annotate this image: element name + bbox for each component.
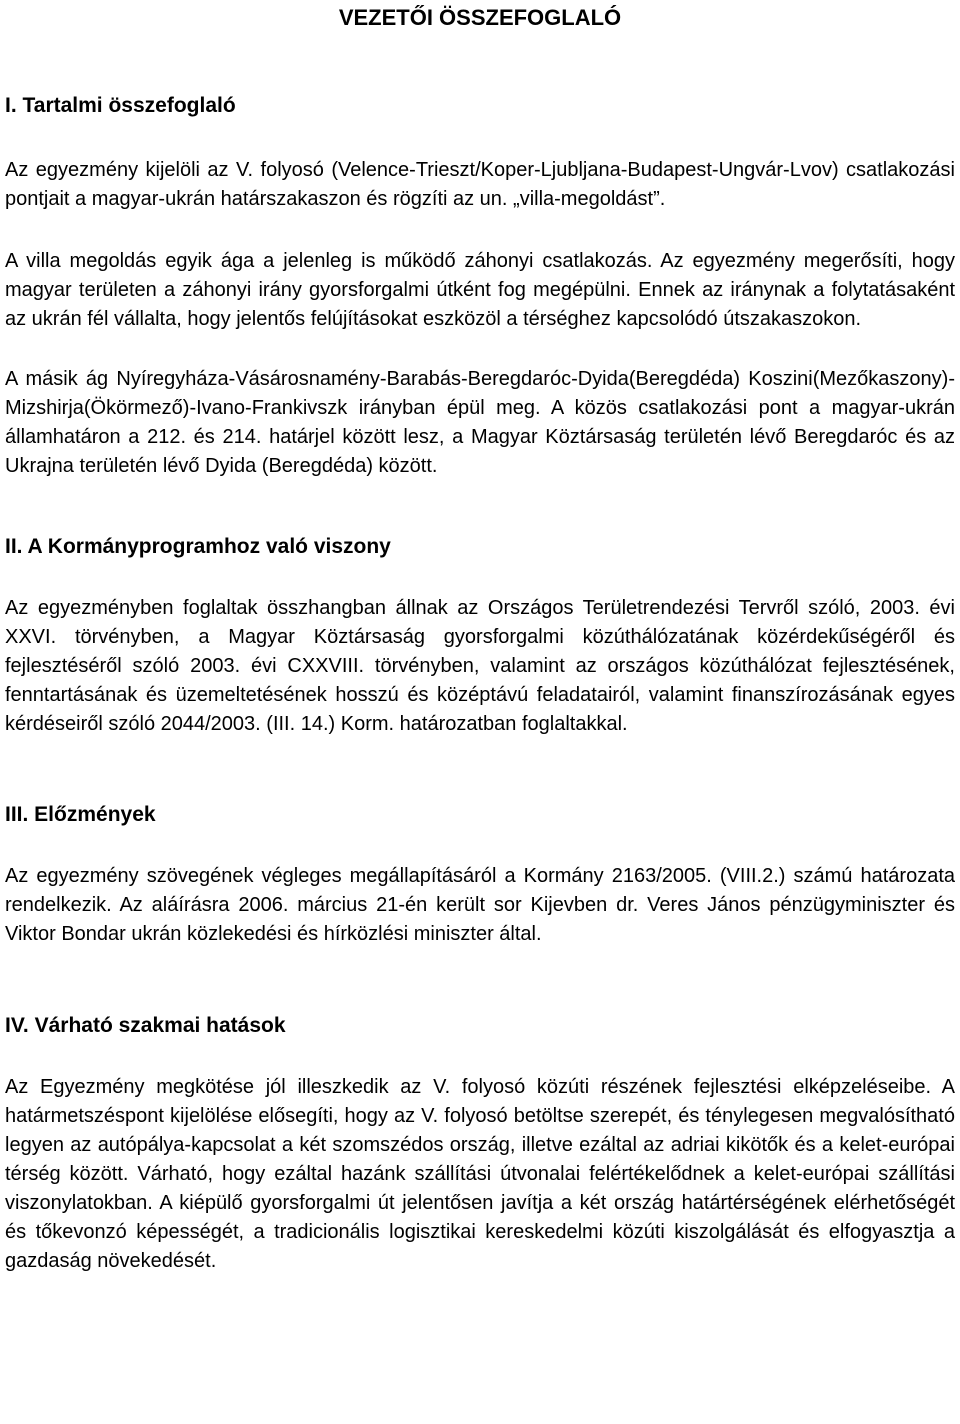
summary-paragraph-3: A másik ág Nyíregyháza-Vásárosnamény-Barabás-Beregdaróc-Dyida(Beregdéda) Koszini(Mezőkaszony)-Mizshirja(Ökörmező)-Ivano-Frankivszk irányban épül meg. A közös csatlakozási pont a magyar-ukrán államhatáron a 212. és 214. határjel között lesz, a Magyar Köztársaság területén lévő Beregdaróc és az Ukrajna területén lévő Dyida (Beregdéda) között. bbox=[5, 368, 955, 477]
summary-paragraph-2: A villa megoldás egyik ága a jelenleg is működő záhonyi csatlakozás. Az egyezmény megerősíti, hogy magyar területen a záhonyi irány gyorsforgalmi útként fog megépülni. Ennek az iránynak a folytatásaként az ukrán fél vállalta, hogy jelentős felújításokat eszközöl a térséghez kapcsolódó útszakaszokon. bbox=[5, 250, 955, 330]
government-program-paragraph: Az egyezményben foglaltak összhangban állnak az Országos Területrendezési Tervről szóló, 2003. évi XXVI. törvényben, a Magyar Köztársaság gyorsforgalmi közúthálózatának közérdekűségéről és fejlesztéséről szóló 2003. évi CXXVIII. törvényben, valamint az országos közúthálózat fejlesztésének, fenntartásának és üzemeltetésének hosszú és középtávú feladatairól, valamint finanszírozásának egyes kérdéseiről szóló 2044/2003. (III. 14.) Korm. határozatban foglaltakkal. bbox=[5, 597, 955, 735]
section-heading-summary: I. Tartalmi összefoglaló bbox=[5, 94, 236, 117]
expected-effects-paragraph: Az Egyezmény megkötése jól illeszkedik az V. folyosó közúti részének fejlesztési elképzeléseibe. A határmetszéspont kijelölése elősegíti, hogy az V. folyosó betöltse szerepét, és ténylegesen megvalósítható legyen az autópálya-kapcsolat a két szomszédos ország, illetve ezáltal az adriai kikötők és a kelet-európai térség között. Várható, hogy ezáltal hazánk szállítási útvonalai felértékelődnek a kelet-európai szállítási viszonylatokban. A kiépülő gyorsforgalmi út jelentősen javítja a két ország határtérségének elérhetőségét és tőkevonzó képességét, a tradicionális logisztikai kereskedelmi közúti kiszolgálását és elfogyasztja a gazdaság növekedését. bbox=[5, 1076, 955, 1272]
document-title: VEZETŐI ÖSSZEFOGLALÓ bbox=[338, 5, 622, 30]
document-page bbox=[5, 0, 955, 1276]
section-heading-expected-effects: IV. Várható szakmai hatások bbox=[5, 1014, 286, 1037]
section-heading-government-program: II. A Kormányprogramhoz való viszony bbox=[5, 535, 391, 558]
antecedents-paragraph: Az egyezmény szövegének végleges megállapításáról a Kormány 2163/2005. (VIII.2.) számú határozata rendelkezik. Az aláírásra 2006. március 21-én került sor Kijevben dr. Veres János pénzügyminiszter és Viktor Bondar ukrán közlekedési és hírközlési miniszter által. bbox=[5, 865, 955, 945]
summary-paragraph-1: Az egyezmény kijelöli az V. folyosó (Velence-Trieszt/Koper-Ljubljana-Budapest-Ungvár-Lvov) csatlakozási pontjait a magyar-ukrán határszakaszon és rögzíti az un. „villa-megoldást”. bbox=[5, 159, 955, 210]
section-heading-antecedents: III. Előzmények bbox=[5, 803, 156, 826]
